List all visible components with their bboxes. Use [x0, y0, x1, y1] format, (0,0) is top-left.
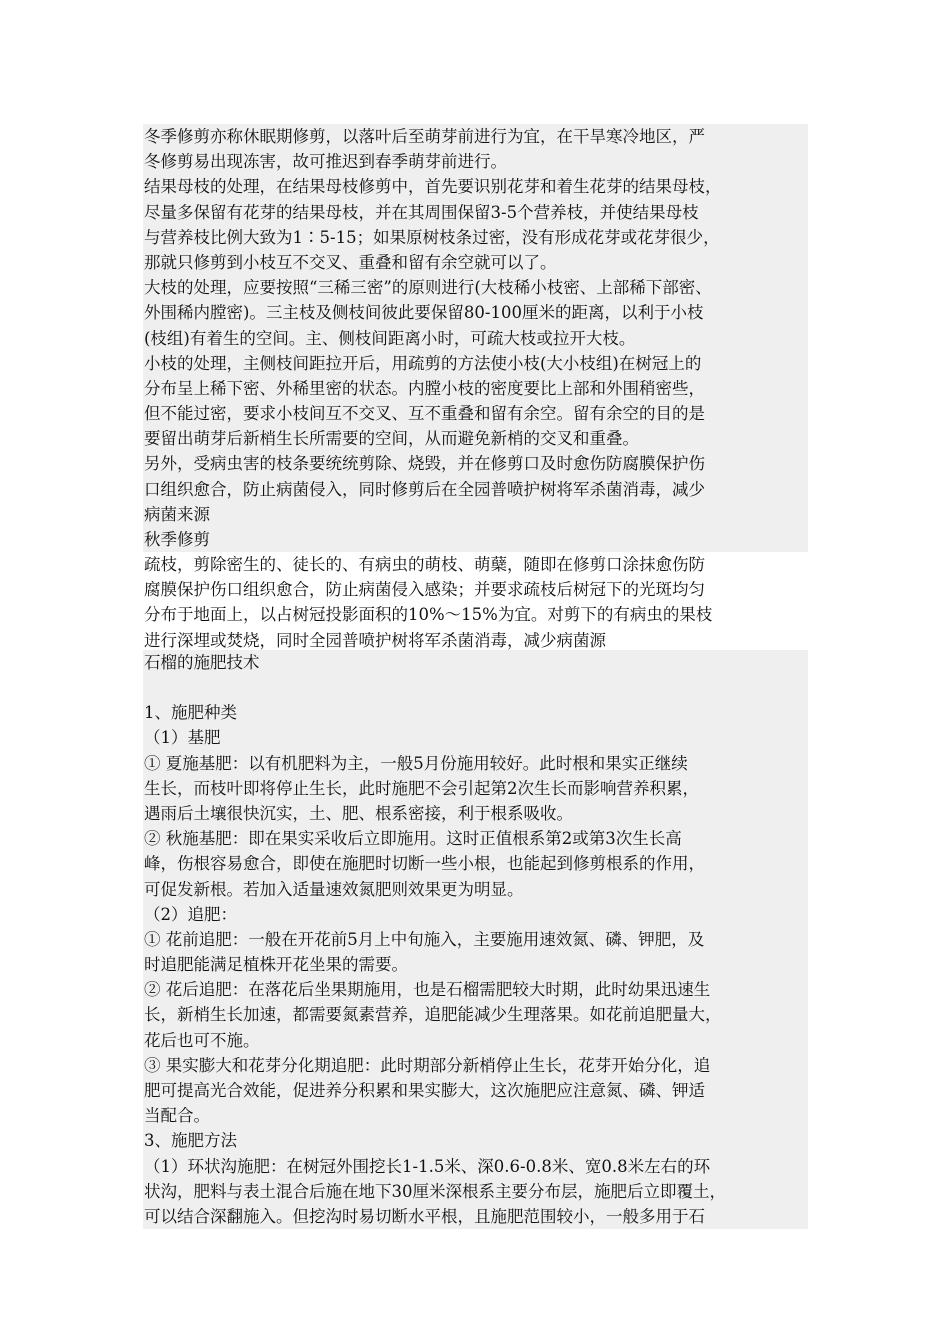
- text-line: 另外，受病虫害的枝条要统统剪除、烧毁，并在修剪口及时愈伤防腐膜保护伤: [143, 451, 808, 476]
- text-line: 疏枝，剪除密生的、徒长的、有病虫的萌枝、萌蘖，随即在修剪口涂抹愈伤防: [144, 555, 705, 574]
- text-line: 那就只修剪到小枝互不交叉、重叠和留有余空就可以了。: [143, 250, 808, 275]
- text-line: (枝组)有着生的空间。主、侧枝间距离小时，可疏大枝或拉开大枝。: [143, 326, 808, 351]
- text-line: ① 花前追肥：一般在开花前5月上中旬施入，主要施用速效氮、磷、钾肥，及: [143, 927, 808, 952]
- text-line: 与营养枝比例大致为1∶5-15；如果原树枝条过密，没有形成花芽或花芽很少，: [143, 225, 808, 250]
- text-line: 进行深埋或焚烧，同时全园普喷护树将军杀菌消毒，减少病菌源: [144, 630, 606, 650]
- text-line: 大枝的处理，应要按照“三稀三密”的原则进行(大枝稀小枝密、上部稀下部密、: [143, 275, 808, 300]
- text-line: 长，新梢生长加速，都需要氮素营养，追肥能减少生理落果。如花前追肥量大，: [143, 1002, 808, 1027]
- text-line: （2）追肥：: [143, 902, 808, 927]
- text-line: 肥可提高光合效能，促进养分积累和果实膨大，这次施肥应注意氮、磷、钾适: [143, 1078, 808, 1103]
- text-line: 病菌来源: [143, 502, 808, 527]
- text-line: 分布于地面上，以占树冠投影面积的10%～15%为宜。对剪下的有病虫的果枝: [144, 605, 713, 625]
- text-line: 小枝的处理，主侧枝间距拉开后，用疏剪的方法使小枝(大小枝组)在树冠上的: [143, 351, 808, 376]
- text-line: 花后也可不施。: [143, 1028, 808, 1053]
- text-line: 冬修剪易出现冻害，故可推迟到春季萌芽前进行。: [143, 149, 808, 174]
- text-line: ② 秋施基肥：即在果实采收后立即施用。这时正值根系第2或第3次生长高: [143, 826, 808, 851]
- fertilization-section: [143, 650, 808, 1229]
- text-line: （1）环状沟施肥：在树冠外围挖长1-1.5米、深0.6-0.8米、宽0.8米左右的环: [143, 1154, 808, 1179]
- text-line: 秋季修剪: [143, 527, 808, 552]
- text-line: 遇雨后土壤很快沉实，土、肥、根系密接，利于根系吸收。: [143, 801, 808, 826]
- text-line: 腐膜保护伤口组织愈合，防止病菌侵入感染；并要求疏枝后树冠下的光斑均匀: [144, 580, 705, 600]
- text-line: 尽量多保留有花芽的结果母枝，并在其周围保留3-5个营养枝，并使结果母枝: [143, 200, 808, 225]
- text-line: 生长，而枝叶即将停止生长，此时施肥不会引起第2次生长而影响营养积累，: [143, 776, 808, 801]
- blank-line: [143, 675, 808, 700]
- text-line: 当配合。: [143, 1103, 808, 1128]
- text-line: 峰，伤根容易愈合，即使在施肥时切断一些小根，也能起到修剪根系的作用，: [143, 851, 808, 876]
- text-line: 冬季修剪亦称休眠期修剪，以落叶后至萌芽前进行为宜，在干旱寒冷地区，严: [143, 124, 808, 149]
- autumn-pruning-text: [143, 552, 808, 653]
- text-line: 外围稀内膛密)。三主枝及侧枝间彼此要保留80-100厘米的距离，以利于小枝: [143, 300, 808, 325]
- text-line: （1）基肥: [143, 725, 808, 750]
- section-heading: 石榴的施肥技术: [143, 650, 808, 675]
- text-line: ③ 果实膨大和花芽分化期追肥：此时期部分新梢停止生长，花芽开始分化，追: [143, 1053, 808, 1078]
- text-line: ② 花后追肥：在落花后坐果期施用，也是石榴需肥较大时期，此时幼果迅速生: [143, 977, 808, 1002]
- text-line: 状沟，肥料与表土混合后施在地下30厘米深根系主要分布层，施肥后立即覆土，: [143, 1179, 808, 1204]
- text-line: 可以结合深翻施入。但挖沟时易切断水平根，且施肥范围较小，一般多用于石: [143, 1204, 808, 1229]
- text-line: 要留出萌芽后新梢生长所需要的空间，从而避免新梢的交叉和重叠。: [143, 426, 808, 451]
- text-line: 1、施肥种类: [143, 700, 808, 725]
- text-line: 时追肥能满足植株开花坐果的需要。: [143, 952, 808, 977]
- text-line: 可促发新根。若加入适量速效氮肥则效果更为明显。: [143, 877, 808, 902]
- text-line: 结果母枝的处理，在结果母枝修剪中，首先要识别花芽和着生花芽的结果母枝，: [143, 174, 808, 199]
- text-line: 但不能过密，要求小枝间互不交叉、互不重叠和留有余空。留有余空的目的是: [143, 401, 808, 426]
- text-line: ① 夏施基肥：以有机肥料为主，一般5月份施用较好。此时根和果实正继续: [143, 751, 808, 776]
- winter-pruning-section: [143, 124, 808, 552]
- text-line: 3、施肥方法: [143, 1128, 808, 1153]
- text-line: 口组织愈合，防止病菌侵入，同时修剪后在全园普喷护树将军杀菌消毒，减少: [143, 477, 808, 502]
- text-line: 分布呈上稀下密、外稀里密的状态。内膛小枝的密度要比上部和外围稍密些，: [143, 376, 808, 401]
